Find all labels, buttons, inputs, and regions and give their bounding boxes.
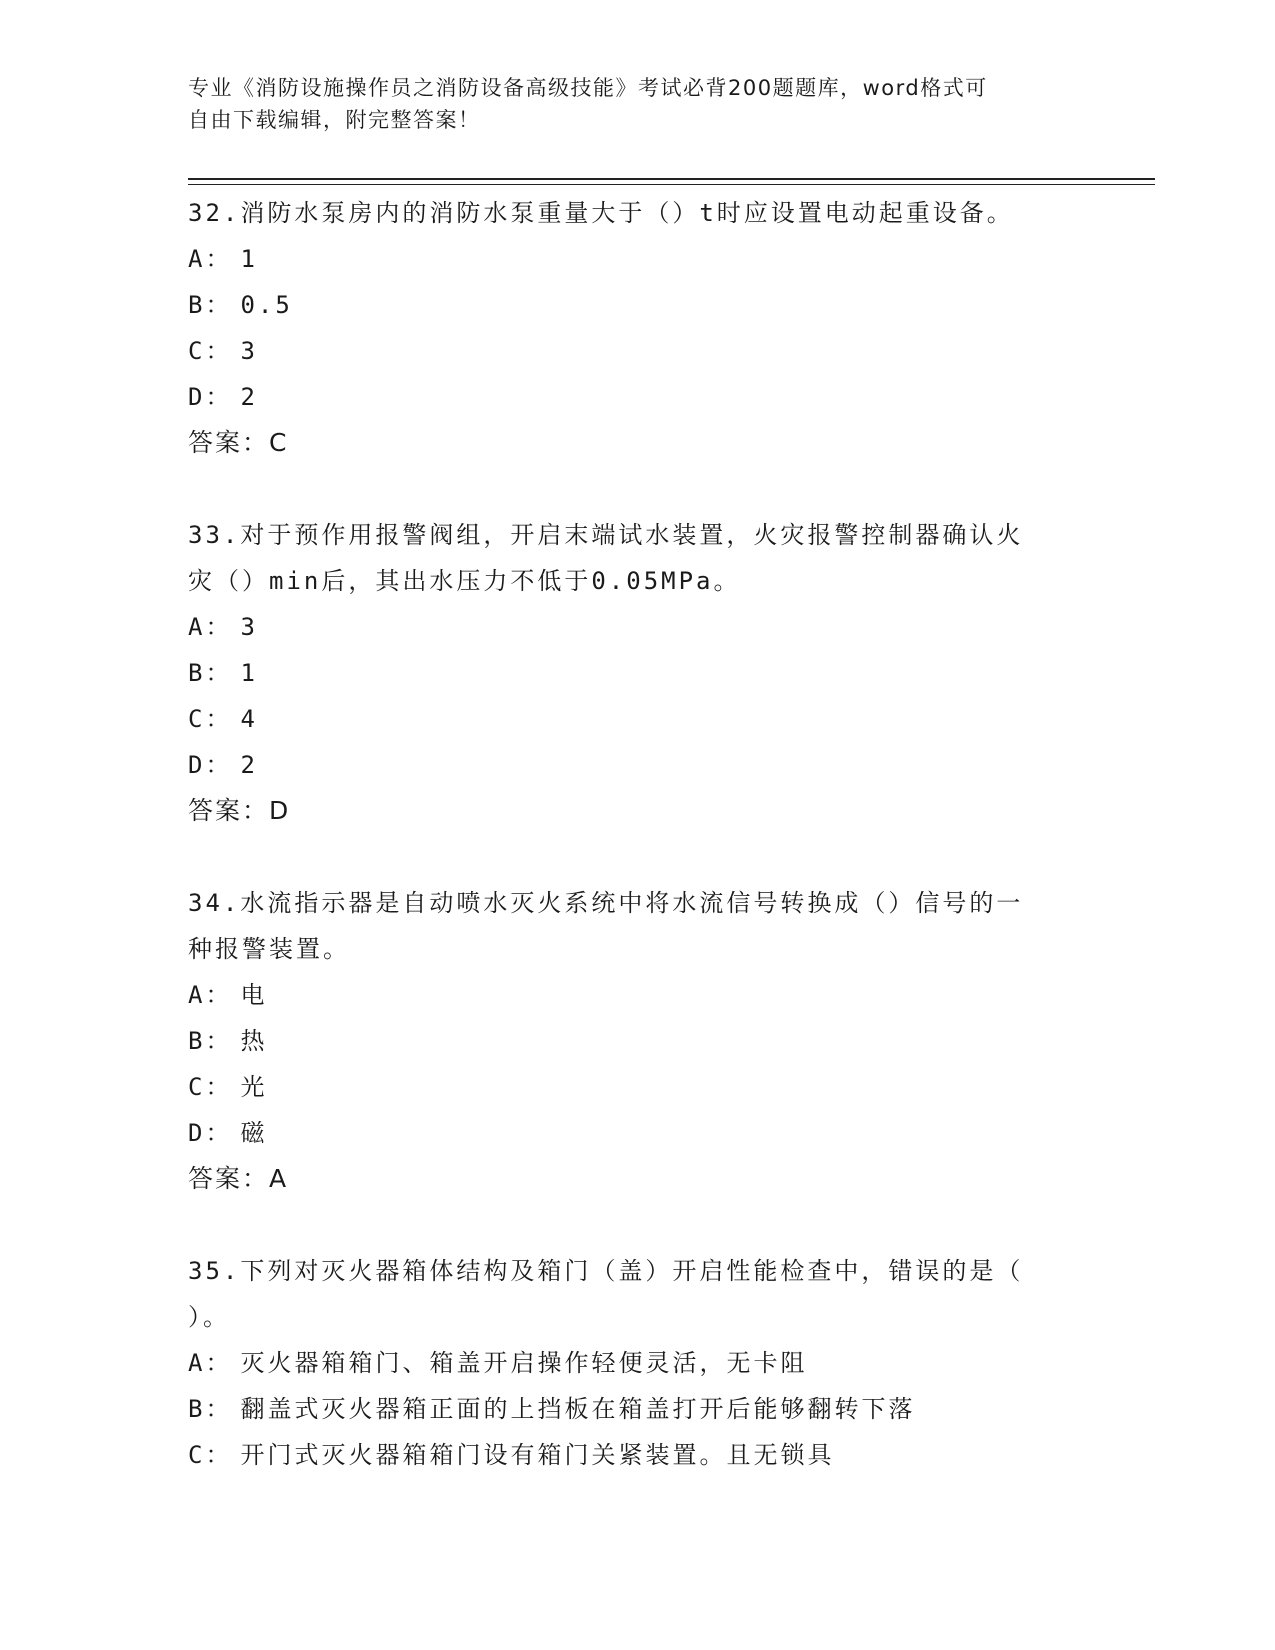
option-a [188,1340,1088,1386]
option-letter: C： [188,705,233,733]
option-letter: B： [188,1395,233,1423]
option-letter: C： [188,1441,233,1469]
question-stem: 灾（）min后，其出水压力不低于0.05MPa。 [188,567,741,595]
option-text: 1 [240,245,258,273]
option-c [188,1432,1088,1478]
option-text: 光 [240,1073,268,1101]
option-text: 0.5 [240,291,293,319]
option-text: 开门式灭火器箱箱门设有箱门关紧装置。且无锁具 [240,1441,835,1469]
option-c [188,328,1088,374]
option-letter: A： [188,981,233,1009]
option-d [188,1110,1088,1156]
answer-line: 答案：C [188,428,289,457]
header-divider-thick [188,178,1155,180]
option-text: 灭火器箱箱门、箱盖开启操作轻便灵活，无卡阻 [240,1349,808,1377]
option-text: 热 [240,1027,268,1055]
option-text: 电 [240,981,268,1009]
option-letter: C： [188,1073,233,1101]
option-text: 3 [240,337,258,365]
option-text: 磁 [240,1119,268,1147]
option-letter: A： [188,613,233,641]
option-b [188,282,1088,328]
option-a [188,236,1088,282]
answer-line: 答案：D [188,796,291,825]
option-letter: B： [188,291,233,319]
option-letter: B： [188,659,233,687]
option-a [188,604,1088,650]
option-letter: D： [188,751,233,779]
option-text: 4 [240,705,258,733]
option-b [188,650,1088,696]
option-text: 2 [240,751,258,779]
option-text: 1 [240,659,258,687]
option-letter: A： [188,1349,233,1377]
option-d [188,374,1088,420]
option-letter: D： [188,383,233,411]
question-32 [188,190,1088,466]
option-text: 2 [240,383,258,411]
question-stem: 种报警装置。 [188,935,350,963]
question-stem: 34.水流指示器是自动喷水灭火系统中将水流信号转换成（）信号的一 [188,889,1024,917]
question-stem: 33.对于预作用报警阀组，开启末端试水装置，火灾报警控制器确认火 [188,521,1024,549]
option-text: 翻盖式灭火器箱正面的上挡板在箱盖打开后能够翻转下落 [240,1395,916,1423]
question-stem: 35.下列对灭火器箱体结构及箱门（盖）开启性能检查中，错误的是（ [188,1257,1024,1285]
question-33 [188,512,1088,834]
option-c [188,1064,1088,1110]
option-letter: A： [188,245,233,273]
question-34 [188,880,1088,1202]
option-d [188,742,1088,788]
option-b [188,1386,1088,1432]
question-stem: ）。 [188,1303,230,1331]
option-a [188,972,1088,1018]
option-c [188,696,1088,742]
header-divider-thin [188,184,1155,185]
question-stem: 32.消防水泵房内的消防水泵重量大于（）t时应设置电动起重设备。 [188,199,1014,227]
option-letter: C： [188,337,233,365]
answer-line: 答案：A [188,1164,289,1193]
option-letter: D： [188,1119,233,1147]
question-35 [188,1248,1088,1478]
question-list [188,190,1088,1478]
header-line: 专业《消防设施操作员之消防设备高级技能》考试必背200题题库，word格式可 [188,76,988,100]
header-line: 自由下载编辑，附完整答案！ [188,108,481,132]
option-text: 3 [240,613,258,641]
document-header [188,72,1088,136]
option-b [188,1018,1088,1064]
option-letter: B： [188,1027,233,1055]
